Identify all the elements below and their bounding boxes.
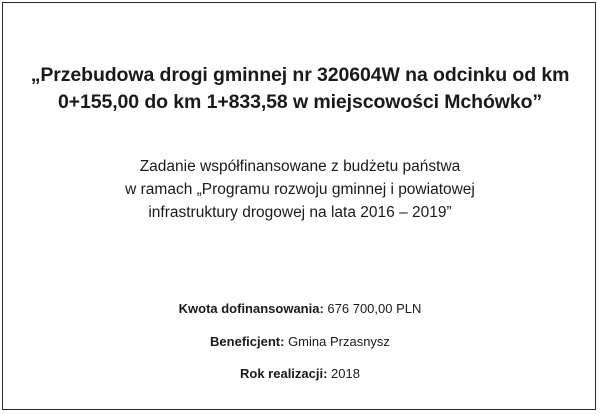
beneficiary-row [20,333,580,351]
funding-description-line-2: w ramach „Programu rozwoju gminnej i powiatowej [125,181,475,198]
funding-description-line-1: Zadanie współfinansowane z budżetu państwa [139,158,461,175]
project-title-line-1: „Przebudowa drogi gminnej nr 320604W na odcinku od km [30,64,570,86]
funding-amount-label: Kwota dofinansowania: [178,301,324,316]
funding-description [20,155,580,224]
funding-amount-row [20,300,580,318]
realization-year-value: 2018 [327,366,360,381]
realization-year-label: Rok realizacji: [240,366,328,381]
beneficiary-value: Gmina Przasnysz [284,334,390,349]
funding-amount-value: 676 700,00 PLN [323,301,422,316]
project-title [20,62,580,116]
project-title-line-2: 0+155,00 do km 1+833,58 w miejscowości Mchówko” [57,91,543,113]
beneficiary-label: Beneficjent: [210,334,285,349]
funding-description-line-3: infrastruktury drogowej na lata 2016 – 2019” [148,204,452,221]
realization-year-row [20,365,580,383]
